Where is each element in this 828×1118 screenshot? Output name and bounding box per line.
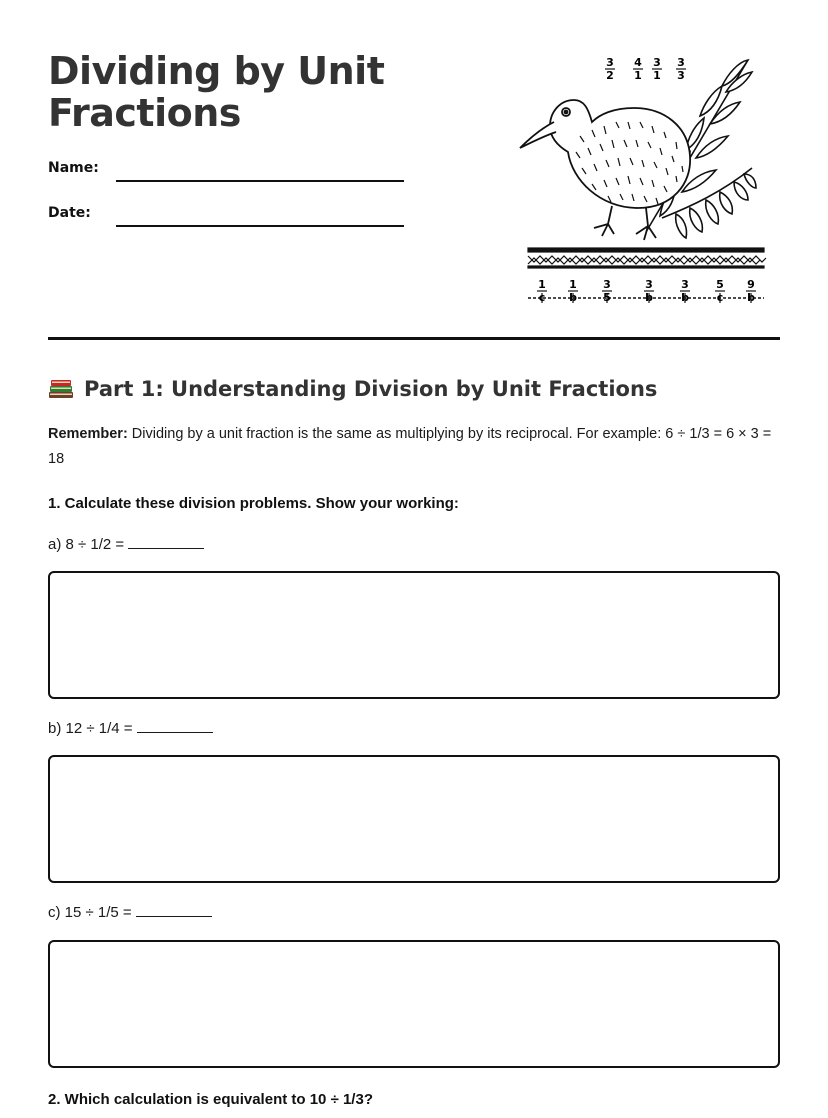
name-field[interactable] (48, 160, 408, 184)
date-line[interactable] (116, 225, 404, 227)
kiwi-bird-icon (520, 100, 690, 240)
name-line[interactable] (116, 180, 404, 182)
name-label: Name: (48, 160, 99, 176)
number-line-label-denominator: b (569, 291, 577, 304)
problem-b-text: b) 12 ÷ 1/4 = (48, 720, 133, 737)
answer-blank-b[interactable] (137, 718, 213, 733)
number-line-label-numerator: 5 (716, 278, 724, 291)
top-fraction-numerator: 4 (634, 56, 642, 69)
top-fraction-denominator: 2 (606, 69, 614, 82)
problem-a (48, 534, 204, 555)
top-fraction (633, 56, 643, 82)
number-line-label-numerator: 9 (747, 278, 755, 291)
problem-b (48, 718, 213, 739)
number-line-label (715, 278, 725, 304)
date-label: Date: (48, 205, 91, 221)
top-fraction (652, 56, 662, 82)
kiwi-fern-illustration (516, 52, 768, 312)
answer-blank-a[interactable] (128, 534, 204, 549)
number-line (528, 278, 764, 304)
number-line-label-numerator: 1 (538, 278, 546, 291)
number-line-label (568, 278, 578, 304)
remember-note (48, 422, 783, 472)
top-fraction-numerator: 3 (677, 56, 685, 69)
number-line-label-numerator: 1 (569, 278, 577, 291)
problem-a-text: a) 8 ÷ 1/2 = (48, 536, 125, 553)
number-line-label-denominator: b (645, 291, 653, 304)
header-divider (48, 337, 780, 340)
number-line-label-denominator: c (538, 291, 546, 304)
remember-label: Remember: (48, 426, 128, 442)
number-line-label (537, 278, 547, 304)
working-box-c[interactable] (48, 940, 780, 1068)
working-box-b[interactable] (48, 755, 780, 883)
top-fraction-numerator: 3 (606, 56, 614, 69)
number-line-label-denominator: 5 (603, 291, 611, 304)
number-line-label-numerator: 3 (603, 278, 611, 291)
number-line-label-numerator: 3 (681, 278, 689, 291)
top-fractions (605, 56, 686, 82)
question-2: 2. Which calculation is equivalent to 10 ÷ 1/3? (48, 1091, 373, 1108)
number-line-label-numerator: 3 (645, 278, 653, 291)
top-fraction (605, 56, 615, 82)
part1-heading (48, 374, 788, 404)
problem-c-text: c) 15 ÷ 1/5 = (48, 904, 132, 921)
answer-blank-c[interactable] (136, 902, 212, 917)
top-fraction-denominator: 3 (677, 69, 685, 82)
number-line-label (644, 278, 654, 304)
top-fraction-denominator: 1 (634, 69, 642, 82)
number-line-label-denominator: c (716, 291, 724, 304)
working-box-a[interactable] (48, 571, 780, 699)
number-line-label (746, 278, 756, 304)
remember-text: Dividing by a unit fraction is the same as multiplying by its reciprocal. For example: 6 ÷ 1/3 = 6 × 3 = 18 (48, 426, 772, 467)
date-field[interactable] (48, 205, 408, 229)
top-fraction (676, 56, 686, 82)
number-line-label (602, 278, 612, 304)
top-fraction-denominator: 1 (653, 69, 661, 82)
problem-c (48, 902, 212, 923)
part1-heading-text: Part 1: Understanding Division by Unit Fractions (84, 377, 658, 401)
books-icon (48, 377, 74, 399)
decorative-border (528, 248, 766, 268)
question-1: 1. Calculate these division problems. Show your working: (48, 495, 459, 512)
top-fraction-numerator: 3 (653, 56, 661, 69)
number-line-label (680, 278, 690, 304)
number-line-label-denominator: b (747, 291, 755, 304)
number-line-label-denominator: b (681, 291, 689, 304)
worksheet-title: Dividing by Unit Fractions (48, 49, 385, 135)
